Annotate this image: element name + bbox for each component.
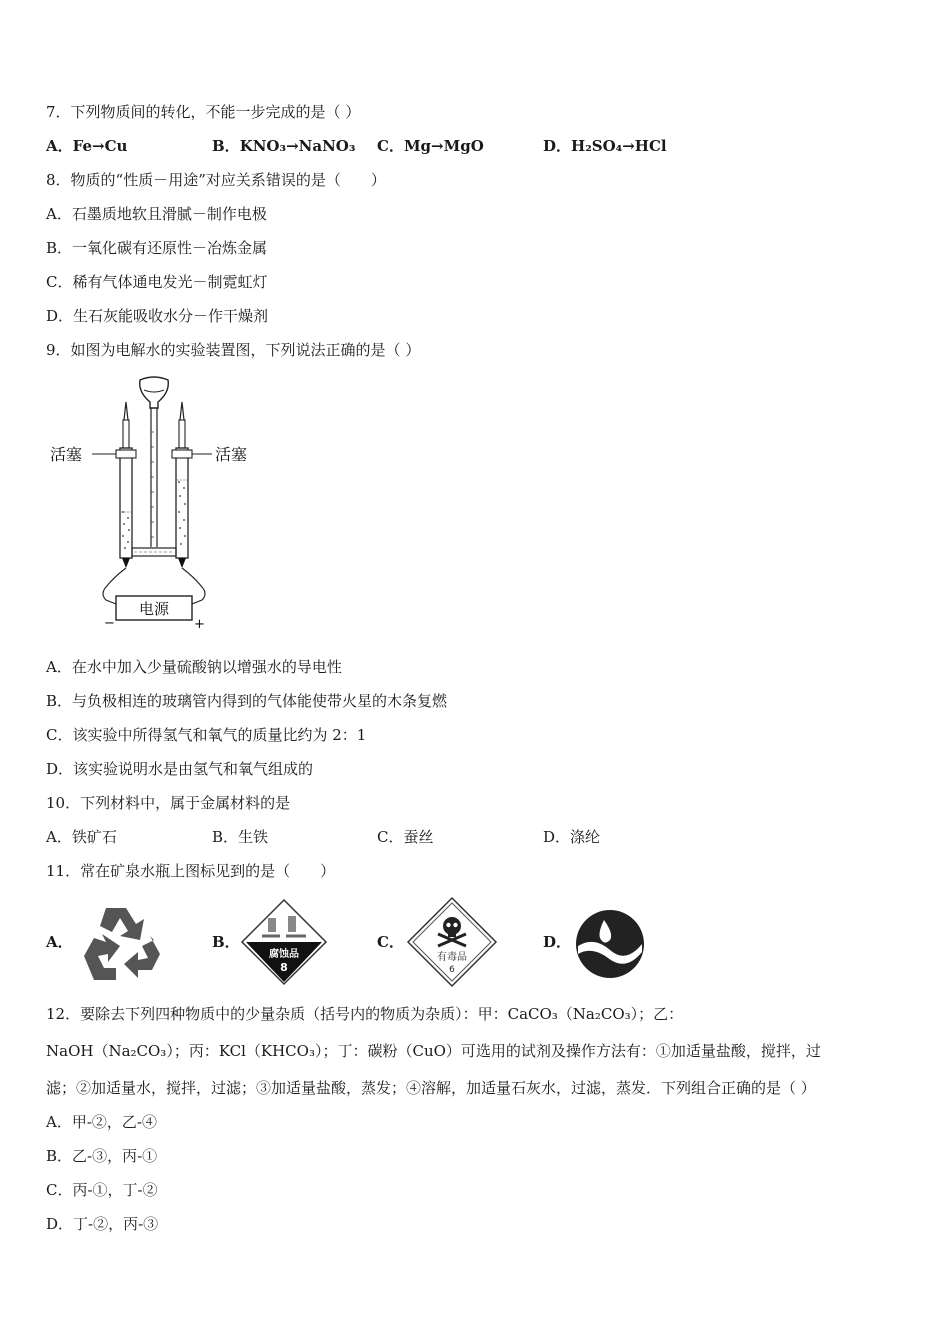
q10-option-a: A．铁矿石 (46, 828, 117, 846)
q9-option-b: B．与负极相连的玻璃管内得到的气体能使带火星的木条复燃 (46, 692, 448, 710)
q12-stem-line2: NaOH（Na₂CO₃）；丙：KCl（KHCO₃）；丁：碳粉（CuO）可选用的试剂及操作方法有：①加适量盐酸，搅拌，过 (46, 1042, 821, 1060)
electrolysis-apparatus-figure (44, 372, 264, 632)
q9-option-a: A．在水中加入少量硫酸钠以增强水的导电性 (46, 658, 342, 676)
q7-b-label: B． (212, 137, 240, 155)
fig-minus-sign: − (104, 616, 115, 631)
q11-d-label: D． (543, 933, 572, 951)
q8-option-a: A．石墨质地软且滑腻－制作电极 (46, 205, 267, 223)
corrosive-sign-icon (240, 898, 328, 986)
q8-option-c: C．稀有气体通电发光－制霓虹灯 (46, 273, 268, 291)
recycle-icon (76, 902, 168, 986)
q7-a-label: A． (46, 137, 73, 155)
q8-option-b: B．一氧化碳有还原性－冶炼金属 (46, 239, 268, 257)
q10-option-c: C．蚕丝 (377, 828, 434, 846)
q7-a-text: Fe→Cu (72, 137, 128, 155)
fig-left-stopcock-label: 活塞 (50, 445, 83, 464)
fig-power-label: 电源 (138, 600, 170, 618)
q7-b-text: KNO₃→NaNO₃ (239, 137, 356, 155)
q7-option-c (377, 136, 484, 156)
q7-stem: 7．下列物质间的转化，不能一步完成的是（ ） (46, 103, 361, 121)
q7-option-a (46, 136, 127, 156)
q12-option-a: A．甲-②，乙-④ (46, 1113, 157, 1131)
q9-stem: 9．如图为电解水的实验装置图，下列说法正确的是（ ） (46, 341, 421, 359)
toxic-sign-number: 6 (449, 965, 455, 975)
q12-option-d: D．丁-②，丙-③ (46, 1215, 159, 1233)
q7-d-text: H₂SO₄→HCl (571, 137, 667, 155)
q7-d-label: D． (543, 137, 572, 155)
q9-option-c: C．该实验中所得氢气和氧气的质量比约为 2：1 (46, 726, 367, 744)
q10-option-b: B．生铁 (212, 828, 269, 846)
q7-c-text: Mg→MgO (403, 137, 484, 155)
q12-stem-line3: 滤；②加适量水，搅拌，过滤；③加适量盐酸，蒸发；④溶解，加适量石灰水，过滤，蒸发．下列组合正确的是（ ） (46, 1079, 816, 1097)
fig-plus-sign: + (194, 617, 205, 632)
water-saving-logo-icon (574, 906, 646, 982)
q12-option-c: C．丙-①，丁-② (46, 1181, 158, 1199)
q11-b-label: B． (212, 933, 240, 951)
q10-stem: 10．下列材料中，属于金属材料的是 (46, 794, 291, 812)
q11-a-label: A． (46, 933, 73, 951)
corrosive-sign-number: 8 (280, 961, 288, 974)
q9-option-d: D．该实验说明水是由氢气和氧气组成的 (46, 760, 314, 778)
q7-option-b (212, 136, 355, 156)
toxic-sign-icon (406, 896, 498, 988)
corrosive-sign-text: 腐蚀品 (269, 949, 299, 960)
q10-option-d: D．涤纶 (543, 828, 601, 846)
q12-stem-line1: 12．要除去下列四种物质中的少量杂质（括号内的物质为杂质）：甲：CaCO₃（Na₂CO₃）；乙： (46, 1005, 684, 1023)
q11-c-label: C． (377, 933, 404, 951)
q7-option-d (543, 136, 667, 156)
q11-stem: 11．常在矿泉水瓶上图标见到的是（ ） (46, 862, 336, 880)
q8-stem: 8．物质的“性质－用途”对应关系错误的是（ ） (46, 171, 386, 189)
q8-option-d: D．生石灰能吸收水分－作干燥剂 (46, 307, 269, 325)
q7-c-label: C． (377, 137, 404, 155)
q12-option-b: B．乙-③，丙-① (46, 1147, 158, 1165)
fig-right-stopcock-label: 活塞 (215, 445, 248, 464)
toxic-sign-text: 有毒品 (437, 952, 467, 963)
